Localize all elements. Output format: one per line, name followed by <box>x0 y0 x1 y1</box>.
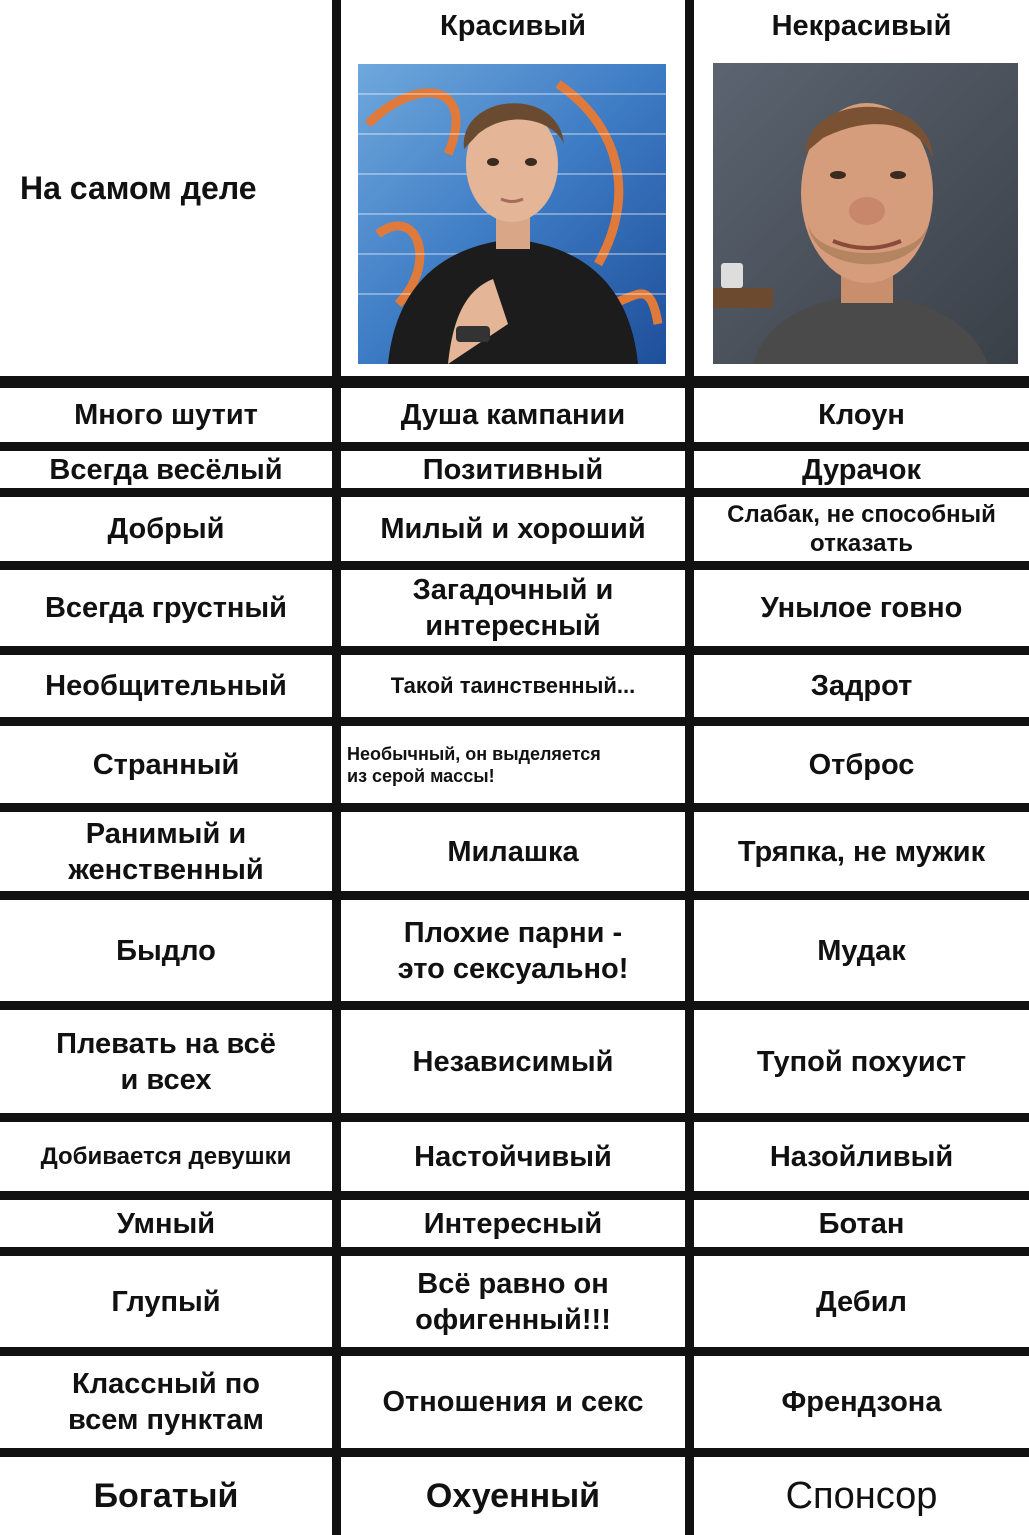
actual-trait-cell: Всегда грустный <box>44 592 288 624</box>
ugly-label-cell: Назойливый <box>769 1140 954 1173</box>
ugly-label-cell: Дурачок <box>802 453 921 486</box>
row-divider <box>0 646 1029 655</box>
handsome-label-cell: Милый и хороший <box>380 513 646 545</box>
handsome-label-cell: Охуенный <box>425 1476 601 1515</box>
row-divider <box>0 1001 1029 1010</box>
row-divider <box>0 1191 1029 1200</box>
handsome-label-cell: Интересный <box>423 1207 603 1240</box>
ugly-label-cell: Слабак, не способный отказать <box>727 501 996 557</box>
ugly-label-cell: Унылое говно <box>760 592 963 624</box>
row-divider <box>0 717 1029 726</box>
row-divider <box>0 803 1029 812</box>
handsome-label-cell: Такой таинственный... <box>390 673 636 698</box>
ugly-label-cell: Отброс <box>808 748 915 781</box>
ugly-label-cell: Мудак <box>817 934 906 967</box>
row-divider <box>0 561 1029 570</box>
ugly-label-cell: Клоун <box>818 399 905 431</box>
row-divider <box>0 1247 1029 1256</box>
actual-trait-cell: Добивается девушки <box>40 1143 292 1170</box>
row-divider <box>0 1113 1029 1122</box>
actual-trait-cell: Быдло <box>116 934 216 967</box>
column-title-ugly: Некрасивый <box>771 10 952 42</box>
actual-trait-cell: Плевать на всё и всех <box>56 1027 276 1096</box>
ugly-label-cell: Ботан <box>818 1207 905 1240</box>
ugly-label-cell: Задрот <box>810 670 913 702</box>
column-divider-1 <box>332 0 341 1535</box>
actual-trait-cell: Добрый <box>107 513 225 545</box>
handsome-label-cell: Душа кампании <box>400 399 626 431</box>
ugly-label-cell: Дебил <box>816 1285 907 1318</box>
handsome-label-cell: Позитивный <box>422 453 604 486</box>
corner-label: На самом деле <box>20 170 257 206</box>
actual-trait-cell: Необщительный <box>45 670 287 702</box>
actual-trait-cell: Классный по всем пунктам <box>68 1368 264 1436</box>
handsome-label-cell: Загадочный и интересный <box>412 574 614 642</box>
ugly-label-cell: Тряпка, не мужик <box>737 835 986 868</box>
actual-trait-cell: Умный <box>116 1207 216 1240</box>
handsome-man-photo <box>358 64 666 364</box>
actual-trait-cell: Ранимый и женственный <box>68 817 264 886</box>
handsome-label-cell: Всё равно он офигенный!!! <box>415 1267 611 1336</box>
ugly-label-cell: Спонсор <box>785 1475 938 1517</box>
ugly-label-cell: Тупой похуист <box>756 1045 967 1078</box>
actual-trait-cell: Странный <box>92 748 240 781</box>
actual-trait-cell: Глупый <box>111 1285 221 1318</box>
handsome-label-cell: Плохие парни - это сексуально! <box>397 916 629 985</box>
row-divider <box>0 1347 1029 1356</box>
handsome-label-cell: Отношения и секс <box>382 1386 644 1418</box>
row-divider <box>0 488 1029 497</box>
actual-trait-cell: Богатый <box>93 1476 239 1515</box>
handsome-label-cell: Милашка <box>447 835 579 868</box>
actual-trait-cell: Всегда весёлый <box>49 453 283 486</box>
handsome-label-cell: Независимый <box>412 1045 614 1078</box>
handsome-label-cell: Настойчивый <box>414 1140 612 1173</box>
row-divider <box>0 442 1029 451</box>
column-title-handsome: Красивый <box>440 10 586 42</box>
row-divider <box>0 376 1029 388</box>
row-divider <box>0 891 1029 900</box>
actual-trait-cell: Много шутит <box>74 399 258 431</box>
handsome-label-cell: Необычный, он выделяется из серой массы! <box>347 743 601 786</box>
ugly-label-cell: Френдзона <box>781 1386 942 1418</box>
unattractive-man-photo <box>713 63 1018 364</box>
column-divider-2 <box>685 0 694 1535</box>
row-divider <box>0 1448 1029 1457</box>
